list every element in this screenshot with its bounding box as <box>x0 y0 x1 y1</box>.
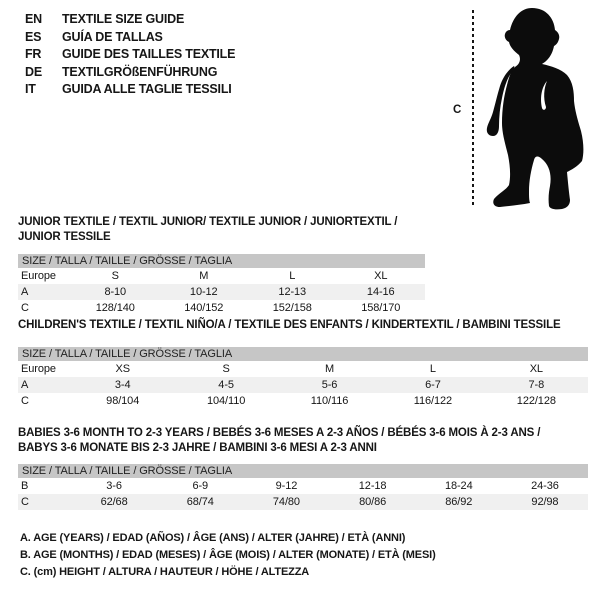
table-cell: 12-18 <box>358 480 387 492</box>
language-code: FR <box>25 47 42 61</box>
table-row <box>18 494 588 510</box>
table-cell: 92/98 <box>531 496 559 508</box>
table-cell: 5-6 <box>321 378 338 391</box>
language-code: IT <box>25 82 36 96</box>
height-measure-line <box>472 10 474 207</box>
table-cell: 3-4 <box>114 378 131 391</box>
table-cell: 128/140 <box>95 302 135 314</box>
table-cell: 12-13 <box>278 286 307 298</box>
table-cell: 62/68 <box>100 496 128 508</box>
table-cell: S <box>111 270 119 282</box>
table-cell: S <box>222 362 230 375</box>
toddler-silhouette <box>480 4 598 212</box>
language-title: GUIDE DES TAILLES TEXTILE <box>62 47 236 61</box>
table-cell: 24-36 <box>531 480 559 492</box>
language-code: ES <box>25 29 42 44</box>
table-cell: 3-6 <box>106 480 122 492</box>
language-title: GUIDA ALLE TAGLIE TESSILI <box>62 82 232 96</box>
language-code: EN <box>25 12 42 26</box>
table-cell: 7-8 <box>528 378 545 391</box>
table-cell: 74/80 <box>272 496 300 508</box>
section-childrens-textile <box>18 318 588 409</box>
size-header-bar: SIZE / TALLA / TAILLE / GRÖSSE / TAGLIA <box>18 254 425 268</box>
size-header-bar: SIZE / TALLA / TAILLE / GRÖSSE / TAGLIA <box>18 464 588 478</box>
table-cell: 4-5 <box>218 378 234 391</box>
section-babies-textile <box>18 426 588 510</box>
language-row <box>25 11 235 29</box>
footnote-line: C. (cm) HEIGHT / ALTURA / HAUTEUR / HÖHE / ALTEZZA <box>20 565 310 578</box>
table-cell: L <box>429 362 436 375</box>
table-cell: 68/74 <box>186 496 214 508</box>
language-title-list <box>25 11 235 99</box>
table-row <box>18 478 588 494</box>
table-cell: 86/92 <box>445 496 473 508</box>
table-row <box>18 393 588 409</box>
table-cell: XL <box>374 270 388 282</box>
table-row <box>18 361 588 377</box>
section-title: JUNIOR TEXTILE / TEXTIL JUNIOR/ TEXTILE JUNIOR / JUNIORTEXTIL / JUNIOR TESSILE <box>18 216 398 243</box>
table-row <box>18 268 425 284</box>
table-cell: 6-7 <box>425 378 441 391</box>
row-label: C <box>21 394 29 407</box>
section-title: CHILDREN'S TEXTILE / TEXTIL NIÑO/A / TEXTILE DES ENFANTS / KINDERTEXTIL / BAMBINI TESSILE <box>18 319 561 331</box>
row-label: B <box>21 480 29 492</box>
size-table <box>18 464 588 510</box>
table-cell: 6-9 <box>192 480 209 492</box>
table-cell: 98/104 <box>106 394 140 407</box>
table-row <box>18 284 425 300</box>
table-cell: 8-10 <box>104 286 127 298</box>
language-code: DE <box>25 64 42 79</box>
height-measure-label: C <box>453 104 462 116</box>
table-cell: 10-12 <box>189 286 218 298</box>
table-cell: 122/128 <box>516 394 556 407</box>
table-cell: XS <box>115 362 130 375</box>
language-title: TEXTILE SIZE GUIDE <box>62 12 185 26</box>
table-cell: 9-12 <box>275 480 298 492</box>
section-title: BABYS 3-6 MONATE BIS 2-3 JAHRE / BAMBINI 3-6 MESI A 2-3 ANNI <box>18 441 377 454</box>
size-table <box>18 347 588 409</box>
table-cell: XL <box>529 362 543 375</box>
size-header-bar: SIZE / TALLA / TAILLE / GRÖSSE / TAGLIA <box>18 347 588 361</box>
row-label: C <box>21 302 29 314</box>
size-table <box>18 254 425 316</box>
table-cell: M <box>324 362 335 375</box>
language-row <box>25 46 235 64</box>
row-label: A <box>21 286 29 298</box>
footnote-line: B. AGE (MONTHS) / EDAD (MESES) / ÂGE (MOIS) / ALTER (MONATE) / ETÀ (MESI) <box>20 548 436 561</box>
table-cell: M <box>199 270 209 282</box>
table-cell: 140/152 <box>184 302 224 314</box>
language-row <box>25 29 235 47</box>
table-row <box>18 377 588 393</box>
footnote-legend <box>20 530 436 580</box>
table-cell: 152/158 <box>272 302 312 314</box>
table-cell: L <box>289 270 296 282</box>
section-junior-textile <box>18 215 425 316</box>
row-label: Europe <box>21 362 56 375</box>
table-cell: 104/110 <box>206 394 246 407</box>
language-row <box>25 81 235 99</box>
table-cell: 116/122 <box>413 394 453 407</box>
table-cell: 110/116 <box>310 394 349 407</box>
language-title: GUÍA DE TALLAS <box>62 29 163 44</box>
row-label: Europe <box>21 270 56 282</box>
row-label: A <box>21 378 29 391</box>
language-row <box>25 64 235 82</box>
section-title: BABIES 3-6 MONTH TO 2-3 YEARS / BEBÉS 3-6 MESES A 2-3 AÑOS / BÉBÉS 3-6 MOIS À 2-3 ANS / <box>18 427 541 439</box>
table-cell: 80/86 <box>359 496 387 508</box>
table-row <box>18 300 425 316</box>
row-label: C <box>21 496 29 508</box>
table-cell: 14-16 <box>366 286 395 298</box>
table-cell: 18-24 <box>444 480 473 492</box>
table-cell: 158/170 <box>361 302 401 314</box>
language-title: TEXTILGRÖßENFÜHRUNG <box>62 64 218 79</box>
footnote-line: A. AGE (YEARS) / EDAD (AÑOS) / ÂGE (ANS) / ALTER (JAHRE) / ETÀ (ANNI) <box>20 532 406 544</box>
